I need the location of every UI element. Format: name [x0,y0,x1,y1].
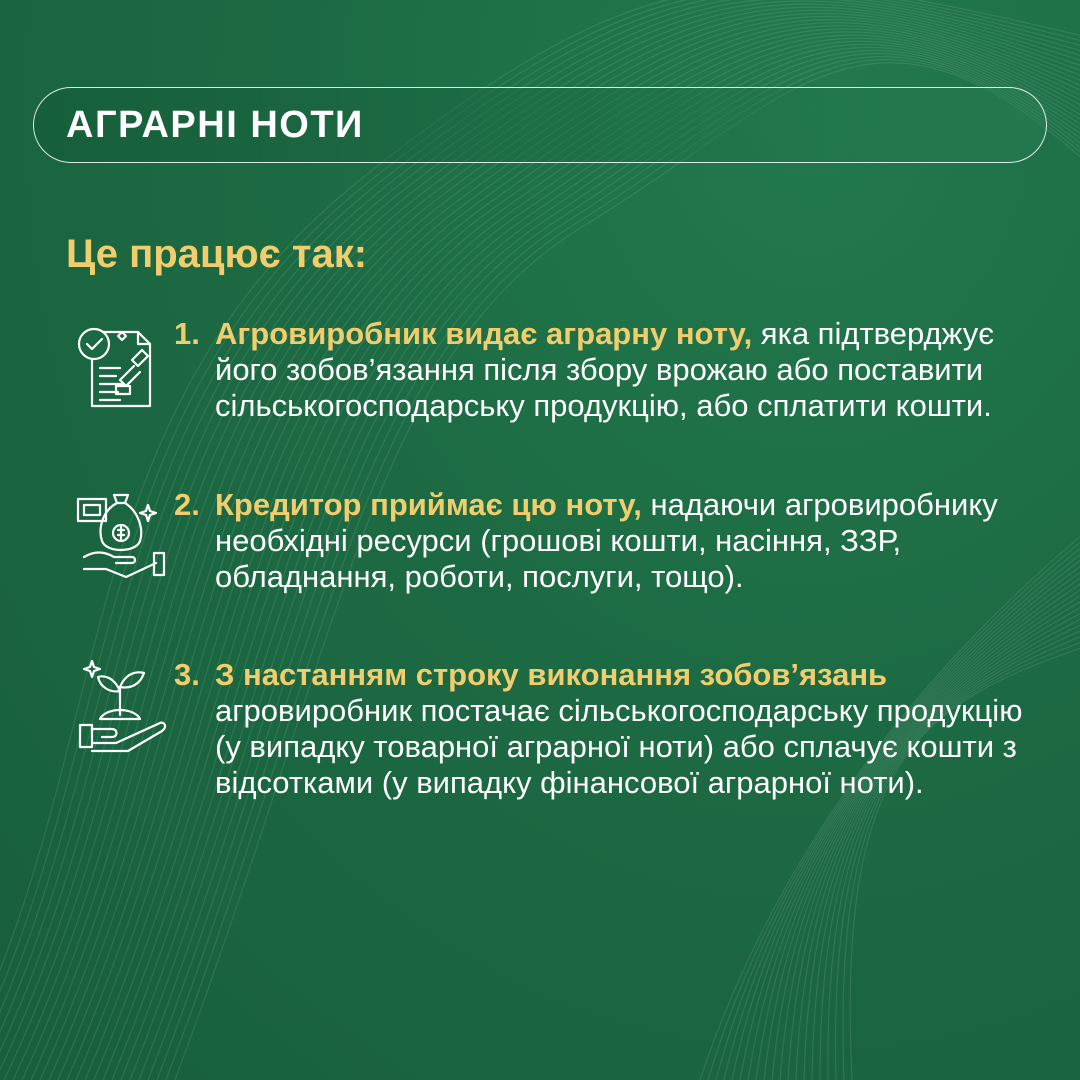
step-highlight: Агровиробник видає аграрну ноту, [215,316,753,351]
step-3 [70,657,1050,837]
step-highlight: З настанням строку виконання зобов’язань [215,657,888,692]
step-description [215,487,1045,595]
sprout-hand-icon [70,657,170,757]
subtitle: Це працює так: [66,232,368,276]
step-body: надаючи агровиробнику необхідні ресурси (грошові кошти, насіння, ЗЗР, обладнання, роботи, послуги, тощо). [215,487,998,594]
step-number: 3. [174,657,200,692]
step-1 [70,316,1050,466]
step-highlight: Кредитор приймає цю ноту, [215,487,642,522]
step-body: яка підтверджує його зобов’язання після збору врожаю або поставити сільськогосподарську продукцію, або сплатити кошти. [215,316,995,423]
title-banner [33,87,1047,163]
document-stamp-icon [70,316,170,416]
step-number: 2. [174,487,200,522]
step-2 [70,487,1050,637]
page-title: АГРАРНІ НОТИ [66,103,364,146]
step-body: агровиробник постачає сільськогосподарську продукцію (у випадку товарної аграрної ноти) або сплачує кошти з відсотками (у випадку фінансової аграрної ноти). [215,693,1023,800]
step-description [215,316,1045,424]
step-description [215,657,1045,801]
step-number: 1. [174,316,200,351]
money-bag-hand-icon [70,487,170,587]
